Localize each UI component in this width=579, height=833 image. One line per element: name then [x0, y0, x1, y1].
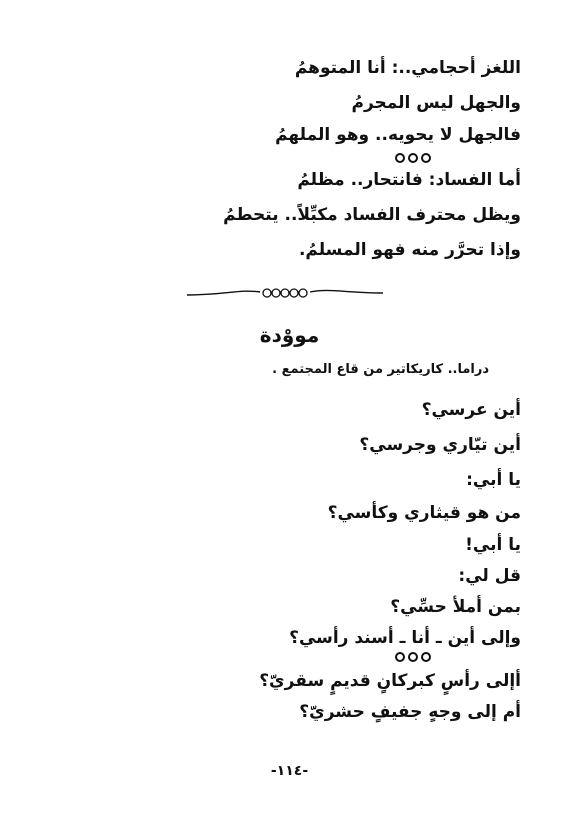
poem-line: قل لي:: [458, 566, 521, 586]
poem-line: يا أبي!: [465, 535, 521, 555]
poem-line: يا أبي:: [466, 470, 521, 490]
section-title: مووْدة: [259, 323, 320, 347]
poem-line: بمن أملأ حسِّي؟: [390, 597, 521, 617]
poem-line: والجهل ليس المجرمُ: [351, 93, 521, 113]
poem-line: ويظل محترف الفساد مكبِّلاً.. يتحطمُ: [223, 205, 521, 225]
page-number: -١١٤-: [270, 763, 309, 779]
poem-line: أما الفساد: فانتحار.. مظلمُ: [297, 170, 521, 190]
section-subtitle: دراما.. كاريكاتير من قاع المجتمع .: [272, 362, 489, 377]
poem-line: من هو قيثاري وكأسي؟: [327, 503, 521, 523]
poem-line: أين عرسي؟: [421, 400, 521, 420]
poem-line: أإلى رأسٍ كبركانٍ قديمٍ سقريّ؟: [259, 671, 521, 691]
poem-line: وإذا تحرَّر منه فهو المسلمُ.: [298, 240, 521, 260]
ornament-divider-icon: [185, 283, 385, 303]
poem-line: فالجهل لا يحويه.. وهو الملهمُ: [275, 125, 521, 145]
stanza-separator-icon: [395, 652, 431, 662]
stanza-separator-icon: [395, 153, 431, 163]
poem-line: اللغز أحجامي..: أنا المتوهمُ: [294, 58, 521, 78]
poem-line: أين تيّاري وجرسي؟: [359, 435, 521, 455]
poem-line: وإلى أين ـ أنا ـ أسند رأسي؟: [289, 628, 521, 648]
poem-line: أم إلى وجهٍ جفيفٍ حشريّ؟: [299, 702, 521, 722]
